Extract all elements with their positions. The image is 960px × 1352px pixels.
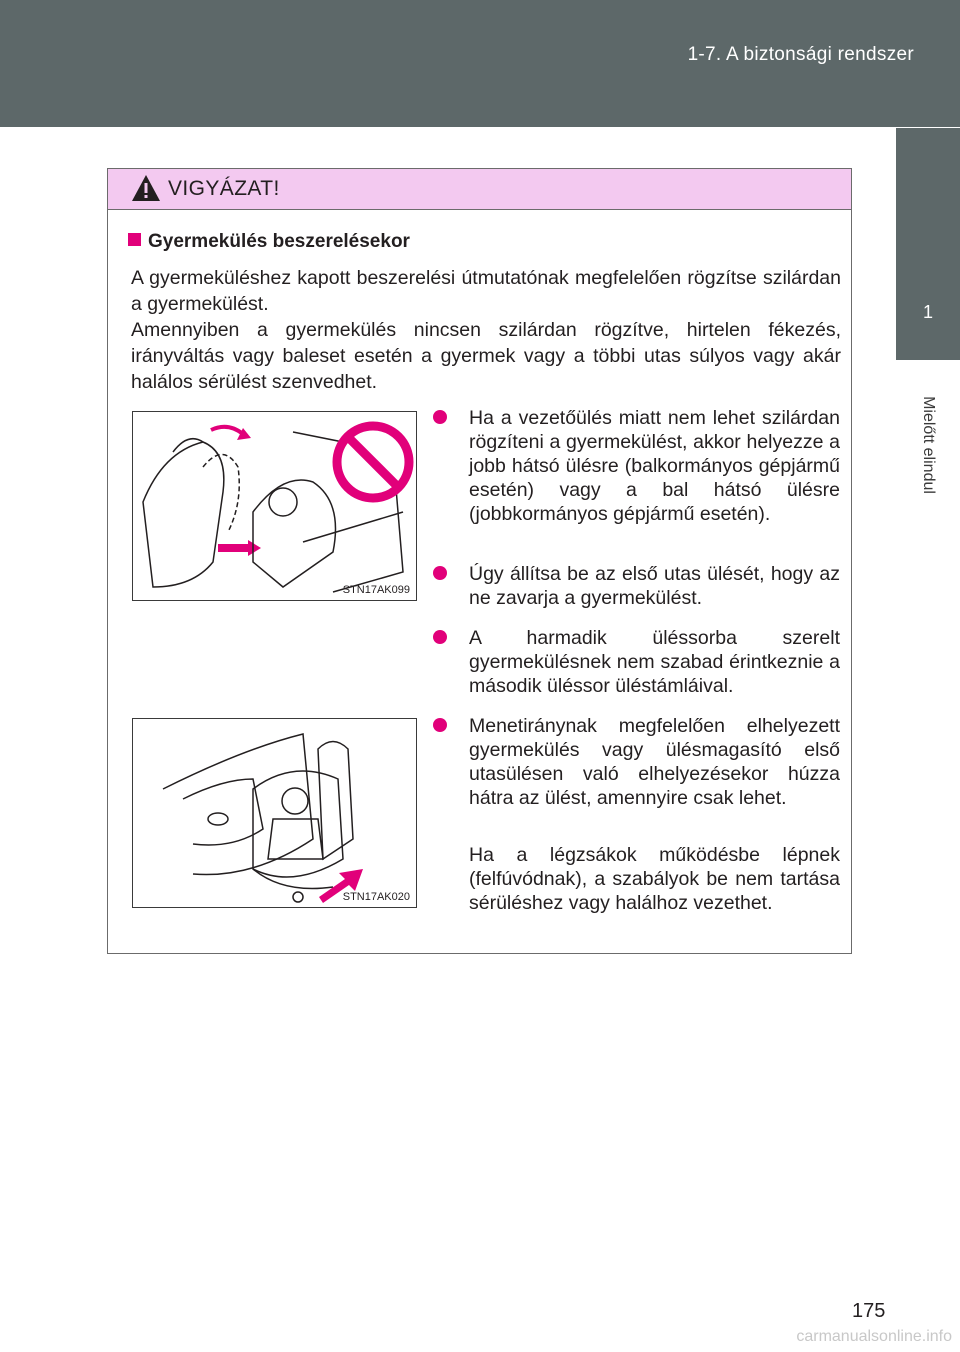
bullet-item: A harmadik üléssorba szerelt gyermekülésnek nem szabad érintkeznie a második üléssor üléstámláival.: [433, 626, 840, 698]
chapter-label: Mielőtt elindul: [920, 396, 937, 494]
bullet-dot-icon: [433, 566, 447, 580]
illustration-rear-facing-seat: [132, 411, 417, 601]
warning-label: VIGYÁZAT!: [168, 177, 280, 200]
child-seat-illustration: [133, 719, 415, 905]
bullet-item: Ha a vezetőülés miatt nem lehet szilárdan rögzíteni a gyermekülést, akkor helyezze a jobb hátsó ülésre (balkormányos gépjármű esetén) vagy a bal hátsó ülésre (jobbkormányos gépjármű esetén).: [433, 406, 840, 526]
watermark: carmanualsonline.info: [796, 1328, 952, 1345]
chapter-label-tab: [896, 362, 960, 528]
bullet-dot-icon: [433, 410, 447, 424]
subheading-text: Gyermekülés beszerelésekor: [148, 231, 410, 252]
child-seat-icon: [282, 788, 308, 814]
bullet-dot-icon: [433, 630, 447, 644]
warning-subheading: [128, 231, 410, 253]
square-bullet-icon: [128, 233, 141, 246]
car-seat-collision-illustration: [133, 412, 415, 598]
page-number: 175: [852, 1300, 886, 1322]
illustration-forward-facing-seat: [132, 718, 417, 908]
warning-triangle-icon: [130, 173, 162, 203]
warning-paragraph-2: Amennyiben a gyermekülés nincsen szilárdan rögzítve, hirtelen fékezés, irányváltás vagy baleset esetén a gyermek vagy a többi utas súlyos vagy akár halálos sérülést szenvedhet.: [131, 319, 841, 393]
warning-box: [107, 168, 852, 954]
warning-header: [108, 169, 851, 210]
bullet-item: Menetiránynak megfelelően elhelyezett gyermekülés vagy ülésmagasító első utasülésen való elhelyezésekor húzza hátra az ülést, amennyire csak lehet.: [433, 714, 840, 810]
bullet-item: Úgy állítsa be az első utas ülését, hogy az ne zavarja a gyermekülést.: [433, 562, 840, 610]
warning-paragraph-1: A gyermeküléshez kapott beszerelési útmutatónak megfelelően rögzítse szilárdan a gyermekülést.: [131, 267, 841, 315]
illustration-code: STN17AK020: [342, 891, 410, 903]
chapter-number: 1: [922, 302, 933, 322]
bullet-dot-icon: [433, 718, 447, 732]
page-header: [0, 0, 960, 127]
bullet-continuation: Ha a légzsákok működésbe lépnek (felfúvódnak), a szabályok be nem tartása sérüléshez vagy halálhoz vezethet.: [469, 844, 840, 914]
section-title: 1-7. A biztonsági rendszer: [687, 44, 914, 65]
illustration-code: STN17AK099: [342, 584, 410, 596]
chapter-tab: [896, 128, 960, 360]
